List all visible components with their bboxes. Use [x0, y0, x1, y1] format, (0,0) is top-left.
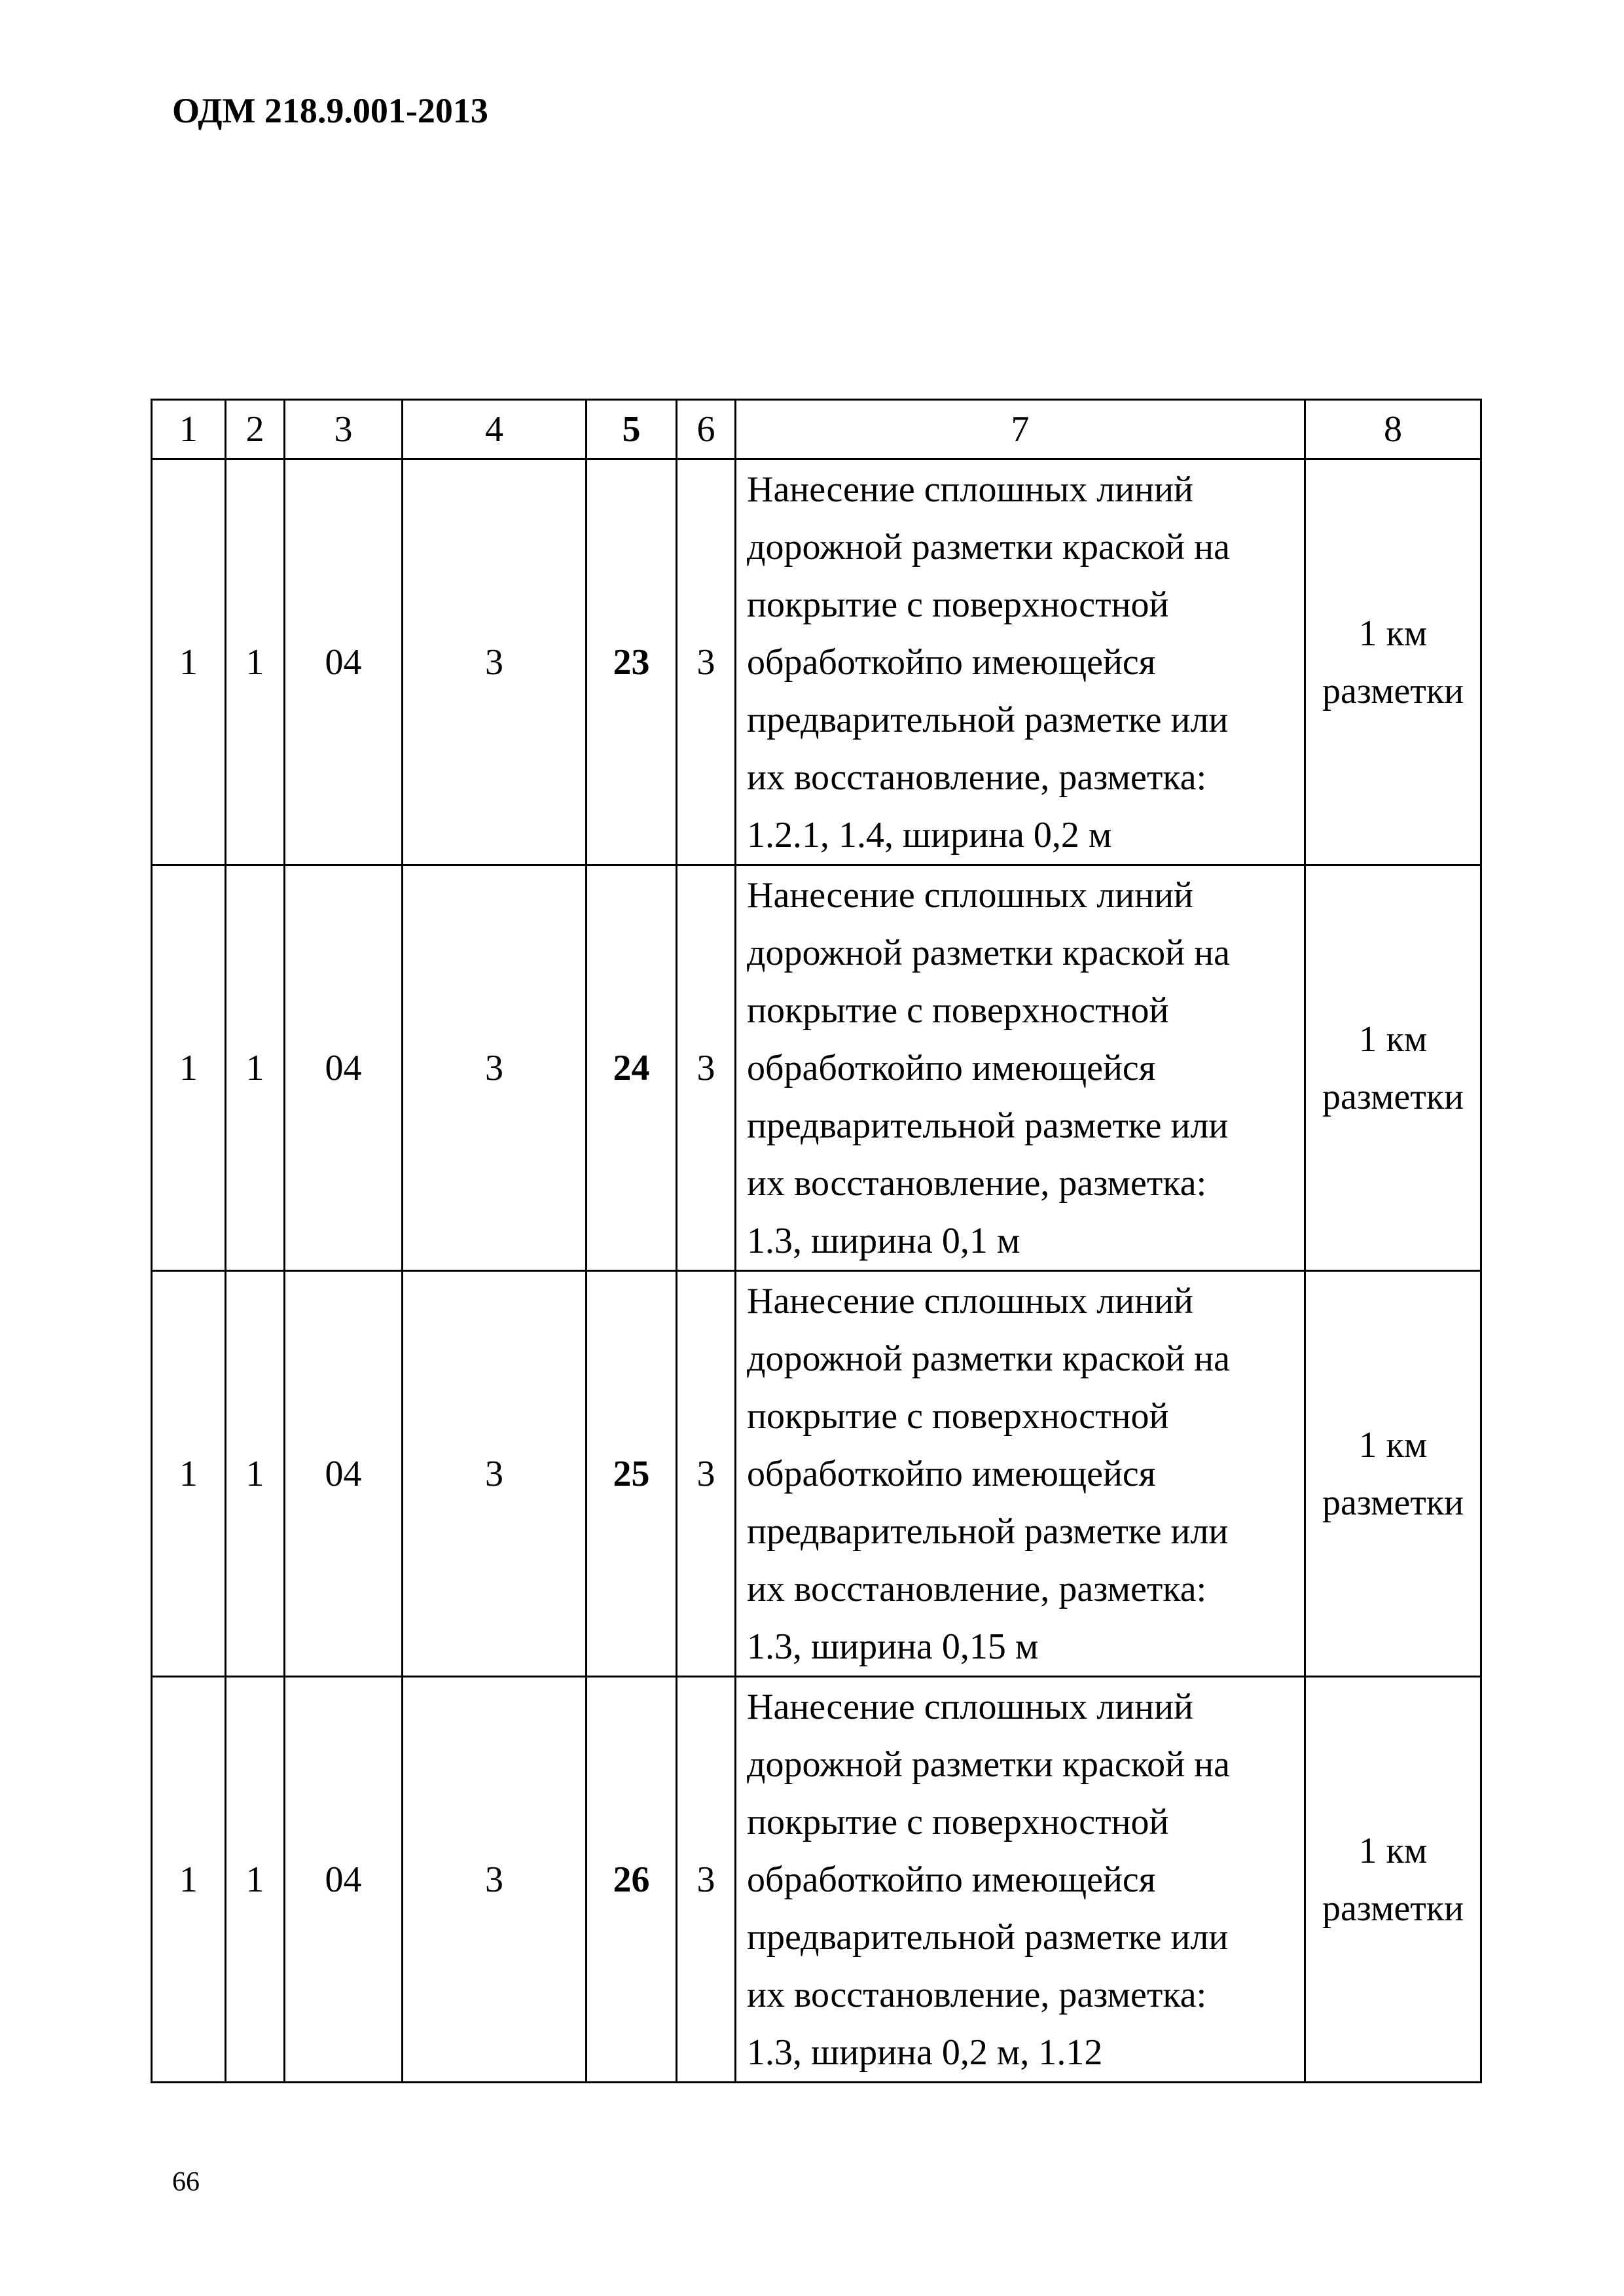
- cell-col2: 1: [226, 1677, 285, 2083]
- description-line: Нанесение сплошных линий: [747, 1686, 1194, 1727]
- description-line: Нанесение сплошных линий: [747, 1280, 1194, 1321]
- table-row: [152, 1271, 1481, 1677]
- unit-line: 1 км: [1358, 613, 1428, 654]
- header-cell: 2: [226, 400, 285, 459]
- description-line: 1.3, ширина 0,1 м: [747, 1220, 1020, 1261]
- description-line: предварительной разметке или: [747, 1105, 1229, 1146]
- description-line: обработкойпо имеющейся: [747, 1859, 1156, 1900]
- unit-line: 1 км: [1358, 1018, 1428, 1060]
- cell-col2: 1: [226, 865, 285, 1271]
- cell-col4: 3: [403, 1271, 586, 1677]
- cell-col3: 04: [285, 865, 403, 1271]
- cell-col1: 1: [152, 1677, 226, 2083]
- cell-col1: 1: [152, 459, 226, 865]
- cell-col4: 3: [403, 459, 586, 865]
- description-line: покрытие с поверхностной: [747, 1801, 1169, 1842]
- cell-col4: 3: [403, 865, 586, 1271]
- document-code: ОДМ 218.9.001-2013: [172, 91, 488, 130]
- description-line: предварительной разметке или: [747, 699, 1229, 740]
- table-row: [152, 865, 1481, 1271]
- unit-line: разметки: [1322, 1482, 1464, 1523]
- cell-col1: 1: [152, 1271, 226, 1677]
- cell-description: [736, 459, 1305, 865]
- header-cell: 4: [403, 400, 586, 459]
- description-line: покрытие с поверхностной: [747, 1395, 1169, 1437]
- table-header-row: [152, 400, 1481, 459]
- cell-col4: 3: [403, 1677, 586, 2083]
- cell-col2: 1: [226, 1271, 285, 1677]
- cell-col5: 25: [586, 1271, 677, 1677]
- cell-description: [736, 865, 1305, 1271]
- unit-line: 1 км: [1358, 1424, 1428, 1465]
- description-line: обработкойпо имеющейся: [747, 1453, 1156, 1494]
- cell-unit: [1305, 1271, 1481, 1677]
- description-line: их восстановление, разметка:: [747, 1974, 1207, 2015]
- cell-col5: 23: [586, 459, 677, 865]
- cell-description: [736, 1677, 1305, 2083]
- description-line: дорожной разметки краской на: [747, 932, 1230, 973]
- cell-col5: 26: [586, 1677, 677, 2083]
- cell-col6: 3: [677, 865, 736, 1271]
- unit-line: 1 км: [1358, 1830, 1428, 1871]
- cell-unit: [1305, 865, 1481, 1271]
- header-cell: 5: [586, 400, 677, 459]
- description-line: их восстановление, разметка:: [747, 1162, 1207, 1204]
- description-line: предварительной разметке или: [747, 1511, 1229, 1552]
- description-line: обработкойпо имеющейся: [747, 641, 1156, 683]
- cell-col5: 24: [586, 865, 677, 1271]
- table-row: [152, 1677, 1481, 2083]
- description-line: Нанесение сплошных линий: [747, 469, 1194, 510]
- unit-line: разметки: [1322, 1076, 1464, 1117]
- cell-col6: 3: [677, 1677, 736, 2083]
- header-cell: 1: [152, 400, 226, 459]
- description-line: их восстановление, разметка:: [747, 757, 1207, 798]
- description-line: дорожной разметки краской на: [747, 1338, 1230, 1379]
- cell-col1: 1: [152, 865, 226, 1271]
- description-line: 1.3, ширина 0,15 м: [747, 1626, 1039, 1667]
- header-cell: 8: [1305, 400, 1481, 459]
- description-line: дорожной разметки краской на: [747, 526, 1230, 567]
- header-cell: 3: [285, 400, 403, 459]
- cell-col3: 04: [285, 1677, 403, 2083]
- description-line: 1.2.1, 1.4, ширина 0,2 м: [747, 814, 1112, 855]
- description-line: дорожной разметки краской на: [747, 1744, 1230, 1785]
- cell-col3: 04: [285, 1271, 403, 1677]
- description-line: покрытие с поверхностной: [747, 990, 1169, 1031]
- cell-col6: 3: [677, 1271, 736, 1677]
- description-line: их восстановление, разметка:: [747, 1568, 1207, 1609]
- unit-line: разметки: [1322, 1888, 1464, 1929]
- cell-col2: 1: [226, 459, 285, 865]
- table-row: [152, 459, 1481, 865]
- classification-table: [151, 399, 1482, 2083]
- page-number: 66: [172, 2167, 200, 2197]
- unit-line: разметки: [1322, 670, 1464, 711]
- description-line: предварительной разметке или: [747, 1916, 1229, 1958]
- cell-unit: [1305, 1677, 1481, 2083]
- cell-description: [736, 1271, 1305, 1677]
- cell-col6: 3: [677, 459, 736, 865]
- header-cell: 7: [736, 400, 1305, 459]
- description-line: покрытие с поверхностной: [747, 584, 1169, 625]
- description-line: Нанесение сплошных линий: [747, 874, 1194, 916]
- cell-unit: [1305, 459, 1481, 865]
- description-line: 1.3, ширина 0,2 м, 1.12: [747, 2032, 1103, 2073]
- description-line: обработкойпо имеющейся: [747, 1047, 1156, 1088]
- header-cell: 6: [677, 400, 736, 459]
- cell-col3: 04: [285, 459, 403, 865]
